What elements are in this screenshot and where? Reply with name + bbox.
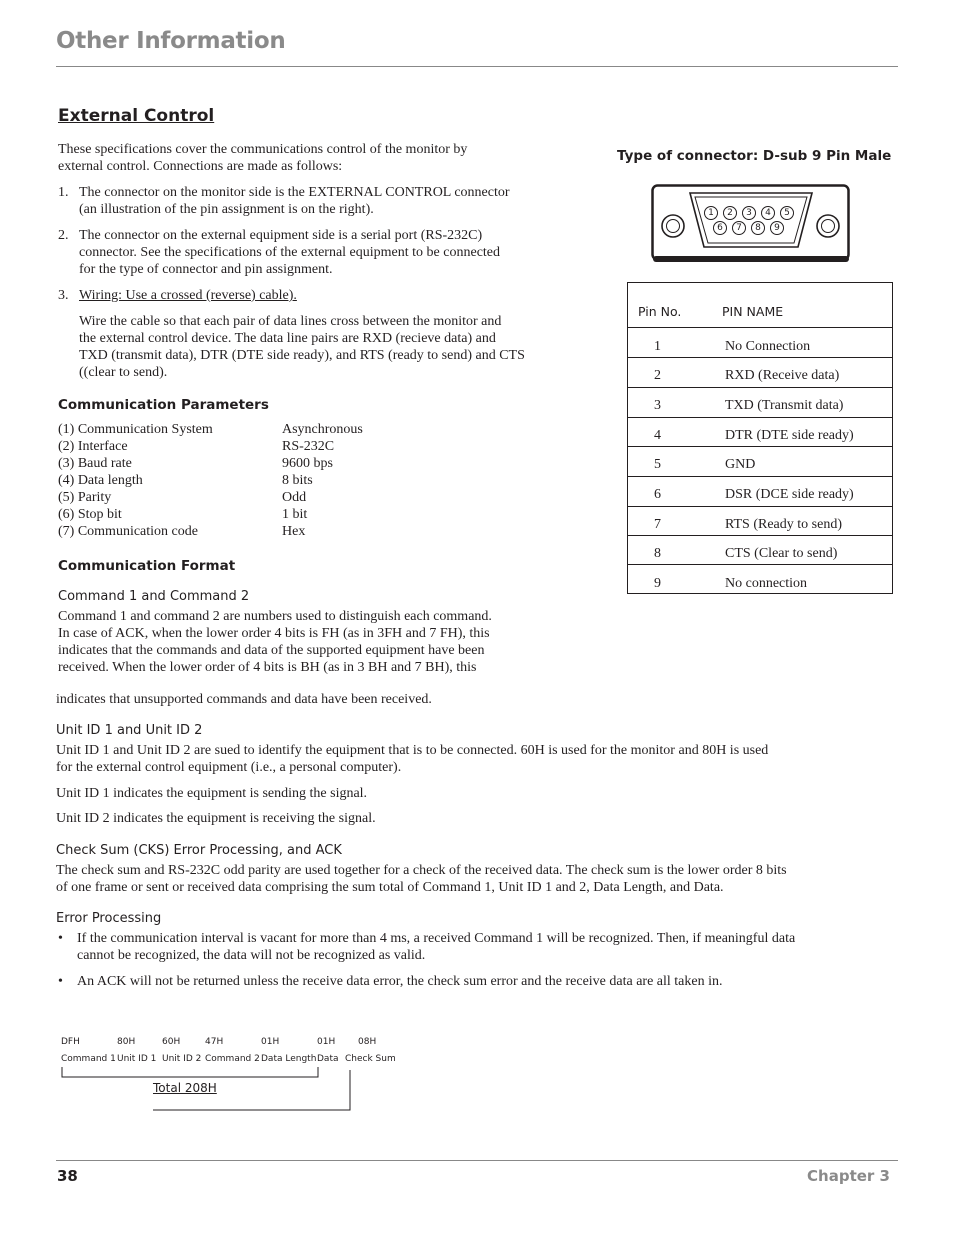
frame-hex-value: 60H xyxy=(162,1037,181,1047)
list-line: connector. See the specifications of the external equipment to be connected xyxy=(79,245,501,260)
frame-field-label: Command 2 xyxy=(205,1054,260,1064)
frame-field-label: Data Length xyxy=(261,1054,317,1064)
frame-hex-value: DFH xyxy=(61,1037,80,1047)
frame-diagram xyxy=(0,1030,420,1120)
pin-number: 9 xyxy=(654,576,661,591)
list-number: 1. xyxy=(58,185,69,200)
pin-1: 1 xyxy=(704,206,718,220)
pin-number: 3 xyxy=(654,398,661,413)
bullet-marker: • xyxy=(58,974,63,989)
pin-7: 7 xyxy=(732,221,746,235)
bullet-line: cannot be recognized, the data will not be recognized as valid. xyxy=(77,948,426,963)
intro-line: These specifications cover the communications control of the monitor by xyxy=(58,142,468,157)
wire-line: TXD (transmit data), DTR (DTE side ready), and RTS (ready to send) and CTS xyxy=(79,348,525,363)
param-value: 1 bit xyxy=(282,507,308,522)
sum-bracket-lines xyxy=(0,1030,420,1120)
pin-name: No Connection xyxy=(725,339,811,354)
error-bullet-1 xyxy=(56,930,896,964)
param-value: Odd xyxy=(282,490,307,505)
pin-table-rows xyxy=(0,0,954,600)
command-line: Command 1 and command 2 are numbers used to distinguish each command. xyxy=(58,609,492,624)
pin-name: CTS (Clear to send) xyxy=(725,546,838,561)
wire-line: Wire the cable so that each pair of data lines cross between the monitor and xyxy=(79,314,502,329)
checksum-line: of one frame or sent or received data comprising the sum total of Command 1, Unit ID 1 and 2, Data Length, and Data. xyxy=(56,880,724,895)
list-line: The connector on the external equipment side is a serial port (RS-232C) xyxy=(79,228,483,243)
connector-caption: Type of connector: D-sub 9 Pin Male xyxy=(617,148,892,164)
command-heading: Command 1 and Command 2 xyxy=(58,589,250,604)
pin-number: 5 xyxy=(654,457,661,472)
frame-field-label: Data xyxy=(317,1054,339,1064)
command-line: In case of ACK, when the lower order 4 bits is FH (as in 3FH and 7 FH), this xyxy=(58,626,490,641)
pin-5: 5 xyxy=(780,206,794,220)
wiring-note: Wiring: Use a crossed (reverse) cable). xyxy=(79,288,297,303)
unit-id-line: for the external control equipment (i.e., a personal computer). xyxy=(56,760,402,775)
command-paragraph xyxy=(58,608,578,676)
unit-id-2-note: Unit ID 2 indicates the equipment is receiving the signal. xyxy=(56,811,376,826)
frame-hex-value: 08H xyxy=(358,1037,377,1047)
pin-6: 6 xyxy=(713,221,727,235)
param-label: (1) Communication System xyxy=(58,422,213,437)
page-number: 38 xyxy=(57,1167,78,1185)
pin-name: DSR (DCE side ready) xyxy=(725,487,854,502)
param-value: Hex xyxy=(282,524,306,539)
param-label: (5) Parity xyxy=(58,490,112,505)
footer-divider xyxy=(56,1160,898,1161)
pin-name: GND xyxy=(725,457,756,472)
pin-number: 7 xyxy=(654,517,661,532)
list-line: (an illustration of the pin assignment is on the right). xyxy=(79,202,374,217)
pin-3: 3 xyxy=(742,206,756,220)
param-label: (6) Stop bit xyxy=(58,507,122,522)
error-bullet-2 xyxy=(56,973,896,990)
param-label: (7) Communication code xyxy=(58,524,198,539)
pin-table-header-name: PIN NAME xyxy=(722,304,784,319)
unit-id-line: Unit ID 1 and Unit ID 2 are sued to identify the equipment that is to be connected. 60H is used for the monitor and 80H is used xyxy=(56,743,769,758)
bullet-marker: • xyxy=(58,931,63,946)
pin-8: 8 xyxy=(751,221,765,235)
frame-field-label: Unit ID 1 xyxy=(117,1054,157,1064)
checksum-line: The check sum and RS-232C odd parity are used together for a check of the received data. The check sum is the lower order 8 bits xyxy=(56,863,787,878)
command-paragraph-cont: indicates that unsupported commands and data have been received. xyxy=(56,692,432,707)
checksum-paragraph xyxy=(56,862,896,896)
pin-number: 8 xyxy=(654,546,661,561)
pin-4: 4 xyxy=(761,206,775,220)
page-title: Other Information xyxy=(56,28,286,54)
frame-hex-value: 01H xyxy=(261,1037,280,1047)
wire-line: the external control device. The data line pairs are RXD (recieve data) and xyxy=(79,331,496,346)
pin-number: 4 xyxy=(654,428,661,443)
intro-line: external control. Connections are made as follows: xyxy=(58,159,343,174)
comm-params-heading: Communication Parameters xyxy=(58,397,269,413)
error-processing-heading: Error Processing xyxy=(56,911,162,926)
pin-9: 9 xyxy=(770,221,784,235)
param-value: 9600 bps xyxy=(282,456,333,471)
param-value: Asynchronous xyxy=(282,422,363,437)
param-label: (4) Data length xyxy=(58,473,143,488)
pin-table-header-no: Pin No. xyxy=(638,304,682,319)
param-value: 8 bits xyxy=(282,473,313,488)
checksum-heading: Check Sum (CKS) Error Processing, and ACK xyxy=(56,843,342,858)
section-title: External Control xyxy=(58,106,215,126)
pin-name: RXD (Receive data) xyxy=(725,368,840,383)
frame-field-label: Check Sum xyxy=(345,1054,396,1064)
pin-name: No connection xyxy=(725,576,808,591)
unit-id-heading: Unit ID 1 and Unit ID 2 xyxy=(56,723,203,738)
frame-hex-value: 47H xyxy=(205,1037,224,1047)
command-line: indicates that the commands and data of the supported equipment have been xyxy=(58,643,485,658)
list-line: for the type of connector and pin assignment. xyxy=(79,262,333,277)
pin-name: RTS (Ready to send) xyxy=(725,517,842,532)
pin-name: DTR (DTE side ready) xyxy=(725,428,854,443)
frame-field-label: Unit ID 2 xyxy=(162,1054,202,1064)
comm-format-heading: Communication Format xyxy=(58,558,236,574)
list-number: 3. xyxy=(58,288,69,303)
pin-number: 2 xyxy=(654,368,661,383)
frame-hex-value: 80H xyxy=(117,1037,136,1047)
wire-line: ((clear to send). xyxy=(79,365,168,380)
param-value: RS-232C xyxy=(282,439,335,454)
param-label: (2) Interface xyxy=(58,439,128,454)
bullet-line: If the communication interval is vacant for more than 4 ms, a received Command 1 will be recognized. Then, if meaningful data xyxy=(77,931,796,946)
pin-2: 2 xyxy=(723,206,737,220)
pin-number: 6 xyxy=(654,487,661,502)
bullet-line: An ACK will not be returned unless the receive data error, the check sum error and the receive data are all taken in. xyxy=(77,974,723,989)
pin-name: TXD (Transmit data) xyxy=(725,398,844,413)
list-line: The connector on the monitor side is the EXTERNAL CONTROL connector xyxy=(79,185,510,200)
frame-field-label: Command 1 xyxy=(61,1054,116,1064)
frame-total: Total 208H xyxy=(153,1081,217,1095)
pin-number: 1 xyxy=(654,339,661,354)
param-label: (3) Baud rate xyxy=(58,456,132,471)
frame-hex-value: 01H xyxy=(317,1037,336,1047)
unit-id-1-note: Unit ID 1 indicates the equipment is sending the signal. xyxy=(56,786,368,801)
chapter-label: Chapter 3 xyxy=(807,1167,890,1185)
unit-id-paragraph xyxy=(56,742,896,776)
command-line: received. When the lower order of 4 bits is BH (as in 3 BH and 7 BH), this xyxy=(58,660,477,675)
list-number: 2. xyxy=(58,228,69,243)
